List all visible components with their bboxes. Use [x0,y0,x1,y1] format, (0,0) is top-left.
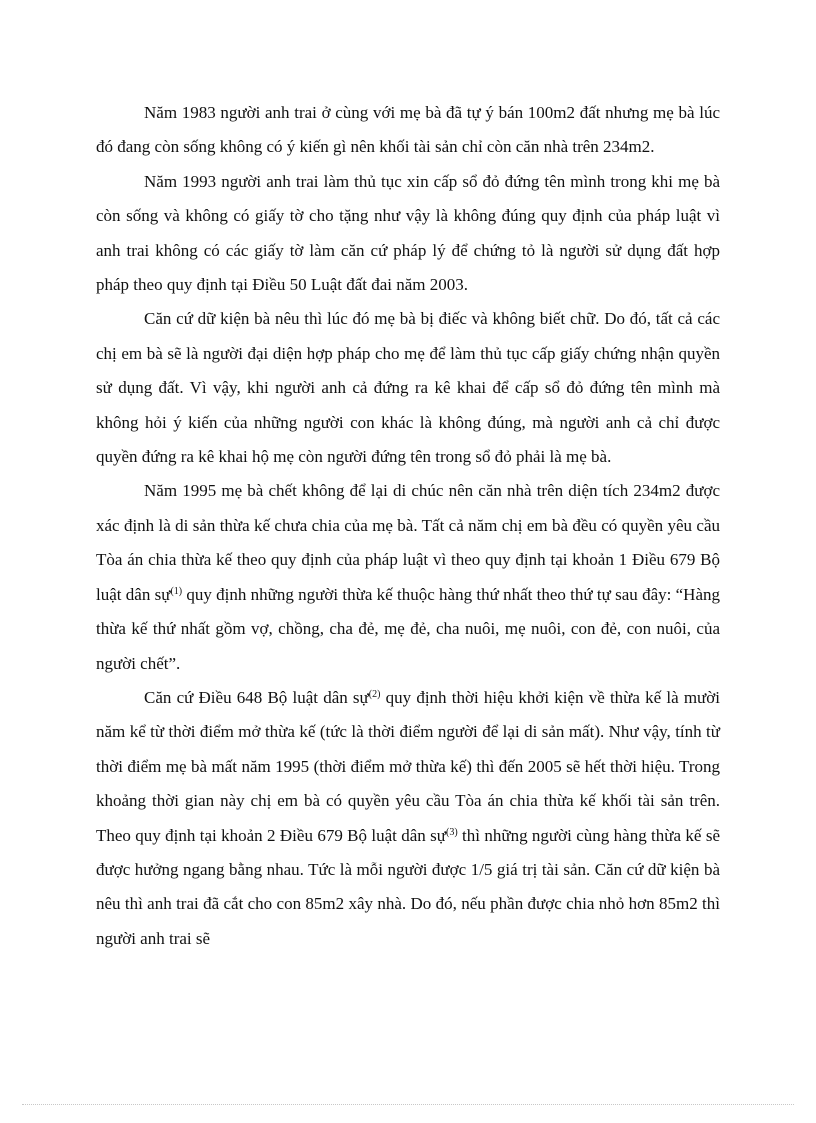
paragraph-2: Năm 1993 người anh trai làm thủ tục xin cấp sổ đỏ đứng tên mình trong khi mẹ bà còn sống và không có giấy tờ cho tặng như vậy là không đúng quy định của pháp luật vì anh trai không có các giấy tờ làm căn cứ pháp lý để chứng tỏ là người sử dụng đất hợp pháp theo quy định tại Điều 50 Luật đất đai năm 2003. [96,171,720,295]
footnote-ref-1: (1) [170,585,183,597]
paragraph-4-text-after: quy định những người thừa kế thuộc hàng thứ nhất theo thứ tự sau đây: “Hàng thừa kế thứ nhất gồm vợ, chồng, cha đẻ, mẹ đẻ, cha nuôi, mẹ nuôi, con đẻ, con nuôi, của người chết”. [96,584,720,673]
footnote-ref-2: (2) [368,688,381,700]
paragraph-5-text-mid: quy định thời hiệu khởi kiện về thừa kế là mười năm kể từ thời điểm mở thừa kế (tức là thời điểm người để lại di sản mất). Như vậy, tính từ thời điểm mẹ bà mất năm 1995 (thời điểm mở thừa kế) thì đến 2005 sẽ hết thời hiệu. Trong khoảng thời gian này chị em bà có quyền yêu cầu Tòa án chia thừa kế khối tài sản trên. Theo quy định tại khoản 2 Điều 679 Bộ luật dân sự [96,687,720,845]
footnote-ref-3: (3) [446,826,458,838]
paragraph-3: Căn cứ dữ kiện bà nêu thì lúc đó mẹ bà bị điếc và không biết chữ. Do đó, tất cả các chị em bà sẽ là người đại diện hợp pháp cho mẹ để làm thủ tục cấp giấy chứng nhận quyền sử dụng đất. Vì vậy, khi người anh cả đứng ra kê khai để cấp sổ đỏ đứng tên mình mà không hỏi ý kiến của những người con khác là không đúng, mà người anh cả chỉ được quyền đứng ra kê khai hộ mẹ còn người đứng tên trong sổ đỏ phải là mẹ bà. [96,309,720,467]
paragraph-5-text-after: thì những người cùng hàng thừa kế sẽ được hưởng ngang bằng nhau. Tức là mỗi người được 1/5 giá trị tài sản. Căn cứ dữ kiện bà nêu thì anh trai đã cắt cho con 85m2 xây nhà. Do đó, nếu phần được chia nhỏ hơn 85m2 thì người anh trai sẽ [96,825,720,948]
document-body [96,96,720,956]
page-bottom-divider [22,1104,794,1105]
paragraph-5-text-before: Căn cứ Điều 648 Bộ luật dân sự [144,687,369,707]
paragraph-5 [96,681,720,956]
paragraph-4-text-before: Năm 1995 mẹ bà chết không để lại di chúc nên căn nhà trên diện tích 234m2 được xác định là di sản thừa kế chưa chia của mẹ bà. Tất cả năm chị em bà đều có quyền yêu cầu Tòa án chia thừa kế theo quy định của pháp luật vì theo quy định tại khoản 1 Điều 679 Bộ luật dân sự [96,481,720,604]
paragraph-1: Năm 1983 người anh trai ở cùng với mẹ bà đã tự ý bán 100m2 đất nhưng mẹ bà lúc đó đang còn sống không có ý kiến gì nên khối tài sản chỉ còn căn nhà trên 234m2. [96,103,720,157]
paragraph-4 [96,474,720,680]
